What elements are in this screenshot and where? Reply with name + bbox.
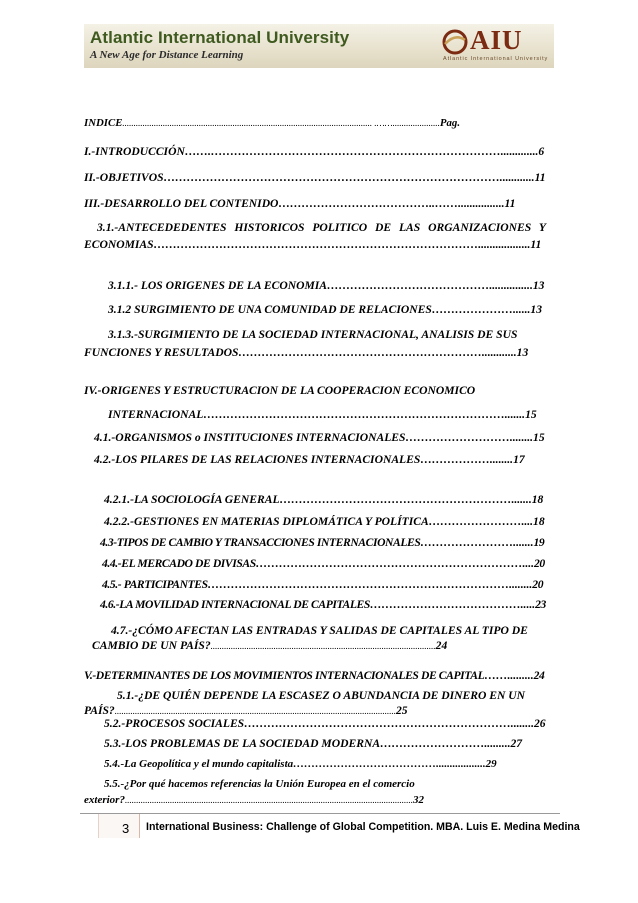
toc-leader: ……………………………………............... bbox=[327, 279, 533, 292]
toc-label: III.-DESARROLLO DEL CONTENIDO bbox=[84, 197, 279, 210]
toc-page: 26 bbox=[533, 717, 546, 730]
toc-entry-multiline[interactable] bbox=[84, 689, 525, 718]
toc-leader: …………………………………………………………….... bbox=[255, 557, 535, 570]
toc-page: 24 bbox=[533, 669, 545, 682]
toc-page: Pag. bbox=[439, 117, 461, 129]
toc-label-line2: exterior? bbox=[84, 794, 125, 806]
toc-entry[interactable] bbox=[84, 669, 544, 683]
toc-leader: ............................................................................................................... .……..................... bbox=[122, 118, 440, 128]
toc-page: 13 bbox=[532, 279, 545, 292]
toc-page: 23 bbox=[535, 598, 546, 611]
toc-leader: …….…………………………………………………………………............. bbox=[184, 145, 539, 158]
header-banner bbox=[84, 24, 554, 68]
toc-label-line1: 3.1.3.-SURGIMIENTO DE LA SOCIEDAD INTERNACIONAL, ANALISIS DE SUS bbox=[108, 328, 518, 341]
toc-entry-multiline[interactable] bbox=[84, 384, 537, 422]
toc-entry[interactable] bbox=[100, 536, 544, 550]
toc-label: 4.2.-LOS PILARES DE LAS RELACIONES INTERNACIONALES bbox=[94, 453, 421, 466]
toc-leader: …………………………………..... bbox=[369, 598, 536, 611]
toc-page: 15 bbox=[525, 408, 537, 421]
toc-page: 24 bbox=[435, 639, 448, 652]
toc-label-line1: 5.1.-¿DE QUIÉN DEPENDE LA ESCASEZ O ABUNDANCIA DE DINERO EN UN bbox=[117, 689, 526, 702]
toc-page: 18 bbox=[531, 493, 544, 506]
toc-leader: ……………………………………………………………………........ bbox=[207, 578, 533, 591]
toc-leader: …………………………………..……................ bbox=[278, 197, 505, 210]
footer-divider bbox=[80, 813, 560, 814]
toc-page: 20 bbox=[532, 578, 544, 591]
toc-label-line1: 4.7.-¿CÓMO AFECTAN LAS ENTRADAS Y SALIDAS DE CAPITALES AL TIPO DE bbox=[111, 624, 528, 637]
toc-label: 4.1.-ORGANISMOS o INSTITUCIONES INTERNACIONALES bbox=[94, 431, 406, 444]
toc-leader: …………………….... bbox=[428, 515, 534, 528]
toc-label: 5.2.-PROCESOS SOCIALES bbox=[104, 717, 245, 730]
toc-leader: ............................................................................................................................. bbox=[114, 706, 396, 716]
toc-leader: ………………........ bbox=[420, 453, 514, 466]
toc-leader: ………………………........ bbox=[405, 431, 534, 444]
toc-label-line1: 3.1.-ANTECEDEDENTES HISTORICOS POLITICO DE LAS ORGANIZACIONES Y bbox=[97, 221, 546, 234]
toc-page: 20 bbox=[534, 557, 545, 570]
toc-leader: ................................................................................................................................ bbox=[124, 795, 413, 805]
toc-page: 15 bbox=[533, 431, 545, 444]
toc-label-line2: CAMBIO DE UN PAÍS? bbox=[92, 639, 211, 652]
toc-entry[interactable] bbox=[108, 303, 542, 317]
toc-page: 11 bbox=[504, 197, 516, 210]
toc-entry[interactable] bbox=[94, 431, 545, 445]
toc-entry-multiline[interactable] bbox=[84, 777, 424, 807]
toc-entry[interactable] bbox=[104, 515, 545, 529]
aiu-globe-icon bbox=[441, 29, 469, 55]
toc-page: 18 bbox=[533, 515, 545, 528]
toc-leader: ……………………………………………………………………....... bbox=[203, 408, 526, 421]
toc-entry[interactable] bbox=[84, 197, 515, 211]
toc-label: 4.6.-LA MOVILIDAD INTERNACIONAL DE CAPITALES bbox=[100, 598, 370, 611]
aiu-logo-subtitle: Atlantic International University bbox=[443, 56, 549, 62]
toc-label: 5.3.-LOS PROBLEMAS DE LA SOCIEDAD MODERNA bbox=[104, 737, 381, 750]
toc-page: 29 bbox=[485, 758, 497, 770]
toc-label: II.-OBJETIVOS bbox=[84, 171, 164, 184]
toc-label: 4.3-TIPOS DE CAMBIO Y TRANSACCIONES INTERNACIONALES bbox=[100, 536, 421, 549]
toc-page: 25 bbox=[395, 704, 408, 717]
toc-label-line2: ECONOMIAS bbox=[84, 238, 154, 251]
aiu-logo-text: AIU bbox=[470, 25, 523, 55]
toc-page: 27 bbox=[510, 737, 523, 750]
toc-label: 5.4.-La Geopolítica y el mundo capitalista bbox=[104, 758, 294, 770]
toc-entry-multiline[interactable] bbox=[84, 221, 546, 252]
toc-page: 11 bbox=[534, 171, 546, 184]
university-tagline: A New Age for Distance Learning bbox=[90, 49, 244, 61]
toc-label-line1: 5.5.-¿Por qué hacemos referencias la Unión Europea en el comercio bbox=[104, 778, 415, 790]
toc-label: 4.2.2.-GESTIONES EN MATERIAS DIPLOMÁTICA Y POLÍTICA bbox=[104, 515, 429, 528]
toc-heading bbox=[84, 116, 546, 130]
toc-leader: ……………………………………………………………........ bbox=[244, 717, 534, 730]
toc-entry[interactable] bbox=[102, 578, 543, 592]
toc-label: I.-INTRODUCCIÓN bbox=[84, 145, 185, 158]
page-number: 3 bbox=[122, 821, 130, 836]
toc-entry[interactable] bbox=[104, 757, 497, 771]
toc-leader: .................................................................................................... bbox=[210, 641, 436, 651]
toc-page: 32 bbox=[412, 794, 424, 806]
toc-leader: ……......... bbox=[484, 669, 534, 682]
toc-leader: ………………………………………………………………………….................. bbox=[153, 238, 531, 251]
toc-leader: ………………………………….................. bbox=[293, 758, 486, 770]
toc-leader: ……………………....... bbox=[420, 536, 534, 549]
toc-leader: ………………………......... bbox=[380, 737, 511, 750]
page-number-box bbox=[98, 814, 140, 838]
toc-entry[interactable] bbox=[104, 493, 543, 507]
toc-entry[interactable] bbox=[100, 598, 546, 612]
toc-label: V.-DETERMINANTES DE LOS MOVIMIENTOS INTERNACIONALES DE CAPITAL bbox=[84, 669, 485, 682]
toc-label: 3.1.1.- LOS ORIGENES DE LA ECONOMIA bbox=[108, 279, 328, 292]
toc-entry[interactable] bbox=[104, 717, 546, 731]
toc-page: 19 bbox=[533, 536, 545, 549]
toc-label: 4.4.-EL MERCADO DE DIVISAS bbox=[102, 557, 256, 570]
toc-label: 4.2.1.-LA SOCIOLOGÍA GENERAL bbox=[104, 493, 280, 506]
toc-page: 11 bbox=[530, 238, 542, 251]
toc-label-line2: INTERNACIONAL bbox=[108, 408, 204, 421]
toc-entry[interactable] bbox=[84, 171, 546, 185]
toc-entry-multiline[interactable] bbox=[84, 328, 528, 360]
toc-leader: ……………………………………………………………………………............ bbox=[163, 171, 535, 184]
toc-leader: ………………………………………………………............ bbox=[238, 346, 517, 359]
footer-text: International Business: Challenge of Global Competition. MBA. Luis E. Medina Medina bbox=[146, 821, 580, 833]
toc-entry[interactable] bbox=[102, 557, 545, 571]
toc-page: 13 bbox=[516, 346, 529, 359]
toc-label-line1: IV.-ORIGENES Y ESTRUCTURACION DE LA COOPERACION ECONOMICO bbox=[84, 384, 476, 397]
university-title: Atlantic International University bbox=[90, 28, 350, 47]
toc-entry[interactable] bbox=[104, 737, 522, 751]
toc-leader: ……………………………………………………....... bbox=[279, 493, 532, 506]
toc-entry[interactable] bbox=[94, 453, 525, 467]
toc-entry[interactable] bbox=[108, 279, 544, 293]
toc-page: 6 bbox=[538, 145, 545, 158]
toc-entry-multiline[interactable] bbox=[92, 624, 528, 653]
toc-label: 3.1.2 SURGIMIENTO DE UNA COMUNIDAD DE RELACIONES bbox=[108, 303, 432, 316]
toc-label-line2: PAÍS? bbox=[84, 704, 115, 717]
toc-label-line2: FUNCIONES Y RESULTADOS bbox=[84, 346, 239, 359]
toc-entry[interactable] bbox=[84, 145, 544, 159]
toc-page: 13 bbox=[530, 303, 542, 316]
toc-page: 17 bbox=[513, 453, 525, 466]
toc-heading-label: INDICE bbox=[84, 117, 123, 129]
toc-label: 4.5.- PARTICIPANTES bbox=[102, 578, 208, 591]
toc-leader: …………………...... bbox=[431, 303, 531, 316]
